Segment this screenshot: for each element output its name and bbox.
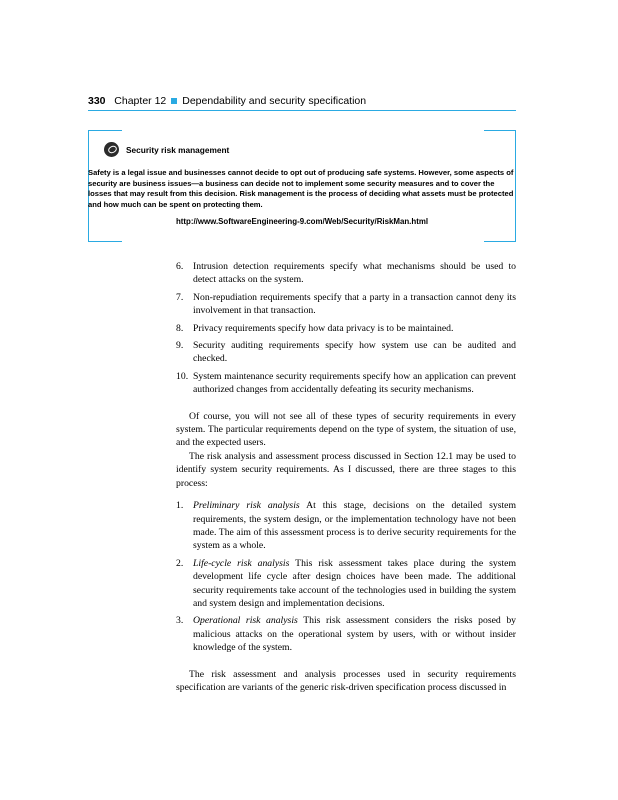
- header-rule: [88, 110, 516, 111]
- list-number: 10.: [176, 370, 189, 382]
- paragraph: The risk assessment and analysis processes used in security requirements specification are variants of the generic risk-driven specification process discussed in: [176, 668, 516, 693]
- box-url[interactable]: http://www.SoftwareEngineering-9.com/Web/Security/RiskMan.html: [175, 217, 429, 226]
- box-bottom-right-corner: [484, 241, 516, 242]
- list-item: [176, 557, 516, 611]
- list-number: 9.: [176, 340, 184, 352]
- list-number: 8.: [176, 322, 184, 334]
- chapter-label: Chapter 12: [114, 95, 167, 107]
- list-term: Preliminary risk analysis: [193, 500, 300, 512]
- box-text: Safety is a legal issue and businesses cannot decide to opt out of producing safe systems. However, some aspects of security are business issues—a business can decide not to implement some security measures and to cover the losses that may result from this decision. Risk management is the process of deciding what assets must be protected and how much can be spent on protecting them.: [88, 168, 514, 209]
- list-item: [176, 291, 516, 318]
- body-text: [176, 260, 516, 694]
- bullet-square-icon: [171, 98, 177, 104]
- list-text: This risk assessment considers the risks posed by malicious attacks on the operational system by users, with or without insider knowledge of the system.: [193, 615, 517, 654]
- box-top-left-corner: [88, 130, 122, 131]
- list-text: Non-repudiation requirements specify that a party in a transaction cannot deny its involvement in that transaction.: [193, 291, 516, 317]
- list-item: [176, 260, 516, 287]
- list-item: [176, 339, 516, 366]
- web-link-icon: [104, 142, 119, 157]
- list-item: [176, 499, 516, 553]
- list-text: Security auditing requirements specify how system use can be audited and checked.: [193, 340, 516, 365]
- list-number: 2.: [176, 557, 184, 569]
- running-header: [88, 95, 516, 107]
- list-text: At this stage, decisions on the detailed system requirements, the system design, or the implementation technology have not been made. The aim of this assessment process is to derive security requirements for the system as a whole.: [193, 500, 516, 552]
- list-term: Life-cycle risk analysis: [193, 557, 290, 569]
- list-item: [176, 370, 516, 397]
- box-title: Security risk management: [126, 145, 230, 155]
- list-item: [176, 322, 516, 335]
- page-number: 330: [88, 95, 106, 107]
- list-term: Operational risk analysis: [193, 615, 298, 627]
- list-number: 7.: [176, 291, 184, 303]
- sidebar-box: [88, 130, 516, 242]
- list-text: Intrusion detection requirements specify what mechanisms should be used to detect attacks on the system.: [193, 261, 516, 286]
- paragraph: Of course, you will not see all of these types of security requirements in every system. The particular requirements depend on the type of system, the situation of use, and the expected users.: [176, 410, 516, 449]
- list-number: 3.: [176, 615, 184, 627]
- list-item: [176, 614, 516, 654]
- box-bottom-left-corner: [88, 241, 122, 242]
- list-number: 1.: [176, 500, 184, 512]
- list-text: This risk assessment takes place during the system development life cycle after design choices have been made. The additional security requirements take account of the technologies used in building the system and system design and implementation decisions.: [193, 557, 516, 609]
- box-top-right-corner: [484, 130, 516, 131]
- list-text: System maintenance security requirements specify how an application can prevent authorized changes from accidentally defeating its security mechanisms.: [193, 370, 516, 396]
- list-text: Privacy requirements specify how data privacy is to be maintained.: [193, 322, 454, 334]
- section-title: Dependability and security specification: [182, 95, 367, 107]
- paragraph: The risk analysis and assessment process discussed in Section 12.1 may be used to identify system security requirements. As I discussed, there are three stages to this process:: [176, 450, 516, 489]
- list-number: 6.: [176, 261, 184, 272]
